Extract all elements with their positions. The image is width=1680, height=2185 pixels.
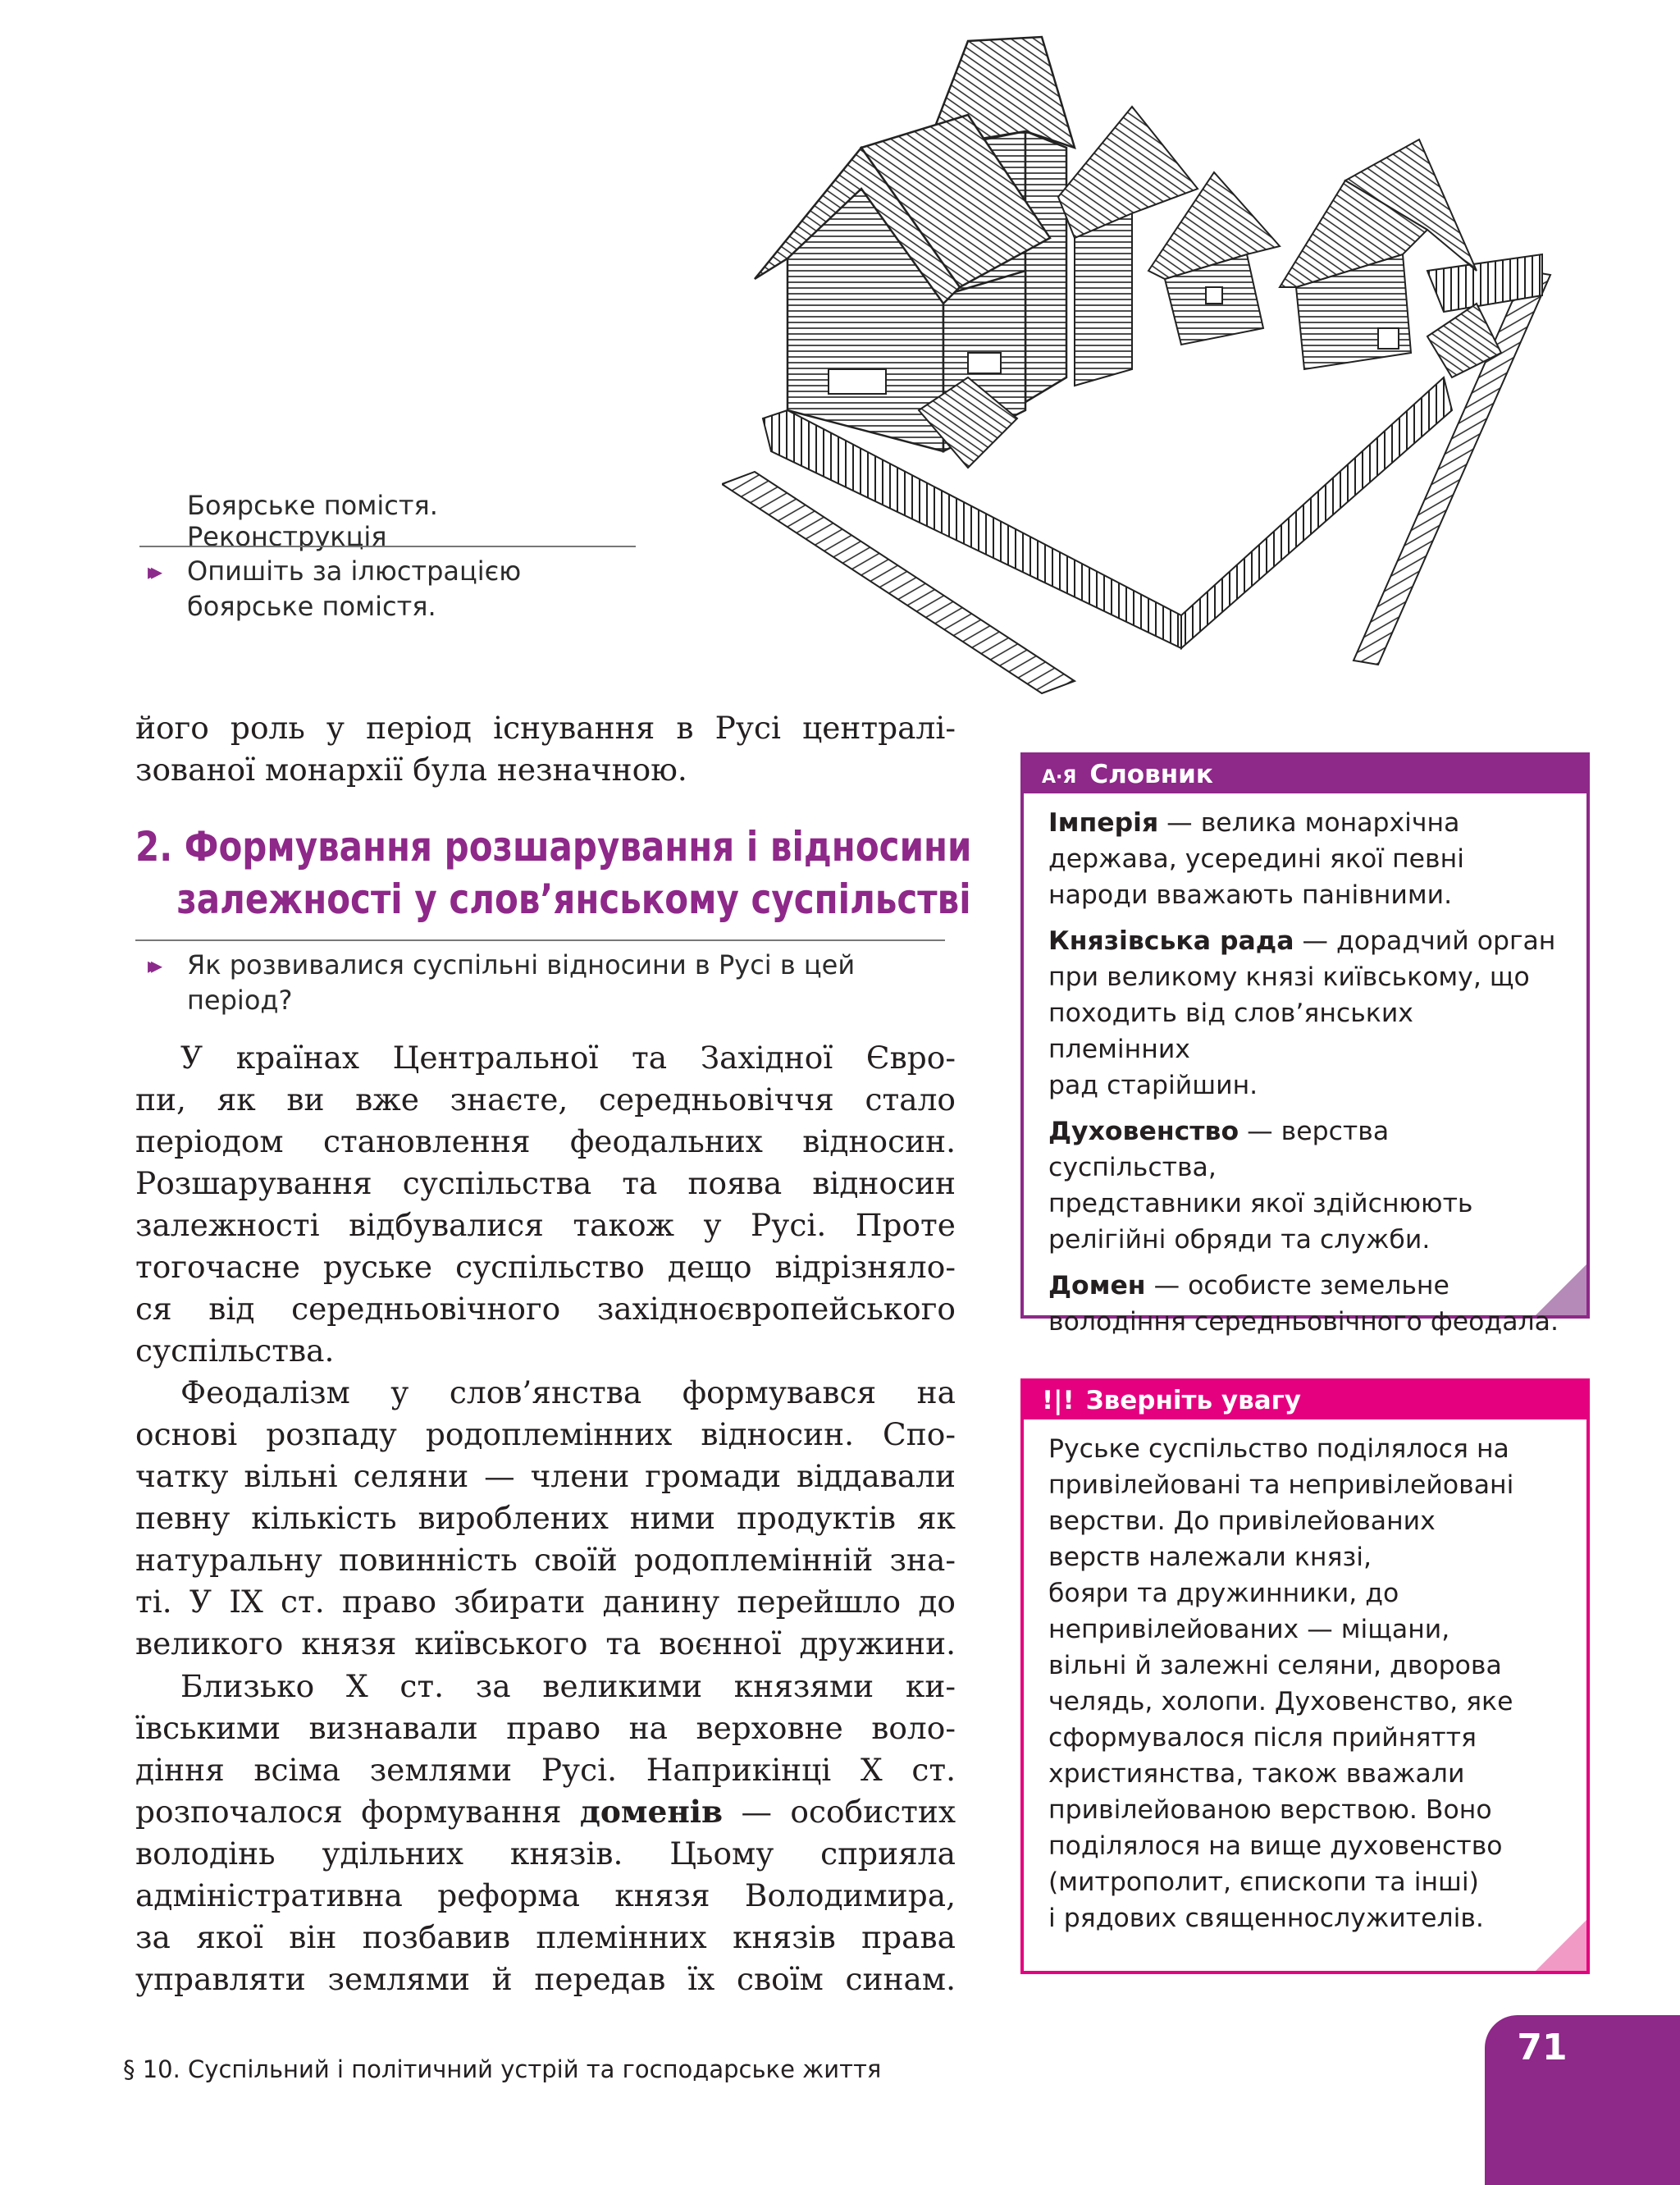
dictionary-header (1024, 756, 1586, 793)
attention-header (1024, 1382, 1586, 1419)
paragraph-line: за якої він позбавив племінних князів права (135, 1919, 956, 1955)
dictionary-def: релігійні обряди та служби. (1048, 1225, 1431, 1255)
paragraph-line: Близько X ст. за великими князями ки- (180, 1668, 956, 1704)
exclamation-icon: !|! (1042, 1386, 1075, 1415)
paragraph-line: періодом становлення феодальних відносин. (135, 1123, 956, 1159)
caption-divider (139, 546, 636, 547)
dictionary-def: — верства суспільства, (1048, 1117, 1390, 1182)
section-question-line-1: Як розвивалися суспільні відносини в Русі в цей (187, 949, 856, 981)
figure-question: Опишіть за ілюстрацією боярське помістя. (187, 555, 522, 622)
paragraph-line: великого князя київського та воєнної дружини. (135, 1625, 956, 1662)
page-corner-decoration (1536, 1264, 1586, 1315)
dictionary-entry (1048, 805, 1562, 913)
attention-body (1024, 1419, 1586, 1951)
paragraph-line: залежності відбувалися також у Русі. Проте (135, 1207, 956, 1243)
paragraph-line: Розшарування суспільства та поява відносин (135, 1165, 956, 1201)
page-number: 71 (1517, 2027, 1568, 2068)
attention-box (1020, 1378, 1590, 1974)
attention-line: челядь, холопи. Духовенство, яке (1048, 1687, 1513, 1716)
paragraph-line: діння всіма землями Русі. Наприкінці X ст. (135, 1752, 956, 1788)
dictionary-icon: А·Я (1042, 767, 1077, 788)
paragraph-text: — особистих (723, 1794, 956, 1830)
paragraph-line: певну кількість вироблених ними продуктів як (135, 1500, 956, 1536)
dictionary-def: володіння середньовічного феодала. (1048, 1307, 1559, 1337)
attention-line: непривілейованих — міщани, (1048, 1615, 1450, 1644)
dictionary-body (1024, 793, 1586, 1364)
page-corner-decoration (1536, 1920, 1586, 1971)
chapter-footer: § 10. Суспільний і політичний устрій та господарське життя (123, 2055, 882, 2083)
paragraph-line: ті. У IX ст. право збирати данину перейшло до (135, 1584, 956, 1620)
dictionary-def: при великому князі київському, що (1048, 962, 1530, 992)
paragraph-line: Феодалізм у слов’янства формувався на (180, 1374, 956, 1410)
paragraph-line (135, 1791, 956, 1833)
dictionary-term: Домен (1048, 1271, 1146, 1300)
dictionary-def: держава, усередині якої певні (1048, 844, 1464, 874)
attention-line: бояри та дружинники, до (1048, 1579, 1399, 1608)
paragraph-line: управляти землями й передав їх своїм синам. (135, 1961, 956, 1997)
paragraph-text: розпочалося формування (135, 1794, 580, 1830)
paragraph-line: тогочасне руське суспільство дещо відрізняло- (135, 1249, 956, 1285)
attention-line: (митрополит, єпископи та інші) (1048, 1867, 1479, 1897)
section-heading-line-2: залежності у слов’янському суспільстві (176, 875, 971, 923)
paragraph-line: ся від середньовічного західноєвропейського (135, 1291, 956, 1327)
paragraph-line: У країнах Центральної та Західної Євро- (180, 1040, 956, 1076)
dictionary-def: — особисте земельне (1145, 1271, 1449, 1300)
dictionary-def: — дорадчий орган (1294, 926, 1556, 956)
paragraph-line: володінь удільних князів. Цьому сприяла (135, 1835, 956, 1872)
attention-line: привілейованою верствою. Воно (1048, 1795, 1492, 1825)
dictionary-def: представники якої здійснюють (1048, 1189, 1473, 1218)
double-arrow-icon: ▸▸ (148, 558, 155, 585)
section-question-line-2: період? (187, 985, 293, 1016)
attention-line: Руське суспільство поділялося на (1048, 1434, 1509, 1464)
dictionary-def: — велика монархічна (1158, 808, 1460, 838)
dictionary-box (1020, 752, 1590, 1337)
dictionary-term: Князівська рада (1048, 926, 1294, 956)
paragraph-line: натуральну повинність своїй родоплемінній зна- (135, 1542, 956, 1578)
dictionary-entry (1048, 1113, 1562, 1258)
dictionary-term: Духовенство (1048, 1117, 1239, 1146)
dictionary-entry (1048, 1268, 1562, 1340)
paragraph-line: чатку вільні селяни — члени громади віддавали (135, 1458, 956, 1494)
dictionary-def: народи вважають панівними. (1048, 880, 1453, 910)
dictionary-def: походить від слов’янських племінних (1048, 999, 1413, 1064)
section-heading (135, 821, 972, 926)
boyar-estate-illustration (722, 25, 1624, 706)
attention-line: поділялося на вище духовенство (1048, 1831, 1503, 1861)
dictionary-term: Імперія (1048, 808, 1159, 838)
section-divider (135, 939, 945, 941)
section-heading-line-1: 2. Формування розшарування і відносини (135, 823, 972, 871)
paragraph-line: ївськими визнавали право на верховне воло- (135, 1710, 956, 1746)
intro-line-2: зованої монархії була незначною. (135, 752, 687, 788)
section-question (187, 948, 925, 1018)
attention-line: сформувалося після прийняття (1048, 1723, 1477, 1753)
attention-line: християнства, також вважали (1048, 1759, 1465, 1789)
dictionary-title: Словник (1089, 760, 1213, 789)
attention-line: верстви. До привілейованих (1048, 1506, 1436, 1536)
attention-line: верств належали князі, (1048, 1543, 1372, 1572)
attention-line: вільні й залежні селяни, дворова (1048, 1651, 1502, 1680)
dictionary-def: рад старійшин. (1048, 1071, 1258, 1100)
dictionary-entry (1048, 923, 1562, 1104)
paragraph-line: адміністративна реформа князя Володимира, (135, 1877, 956, 1913)
double-arrow-icon: ▸▸ (148, 952, 155, 979)
attention-title: Зверніть увагу (1085, 1386, 1302, 1415)
paragraph-line: суспільства. (135, 1332, 335, 1369)
attention-line: привілейовані та непривілейовані (1048, 1470, 1514, 1500)
paragraph-line: пи, як ви вже знаєте, середньовіччя стало (135, 1081, 956, 1118)
attention-line: і рядових священнослужителів. (1048, 1904, 1484, 1933)
term-domains: доменів (579, 1794, 724, 1830)
paragraph-line: основі розпаду родоплемінних відносин. Спо- (135, 1416, 956, 1452)
intro-line-1: його роль у період існування в Русі централі- (135, 710, 956, 746)
figure-caption: Боярське помістя. Реконструкція (187, 490, 438, 552)
